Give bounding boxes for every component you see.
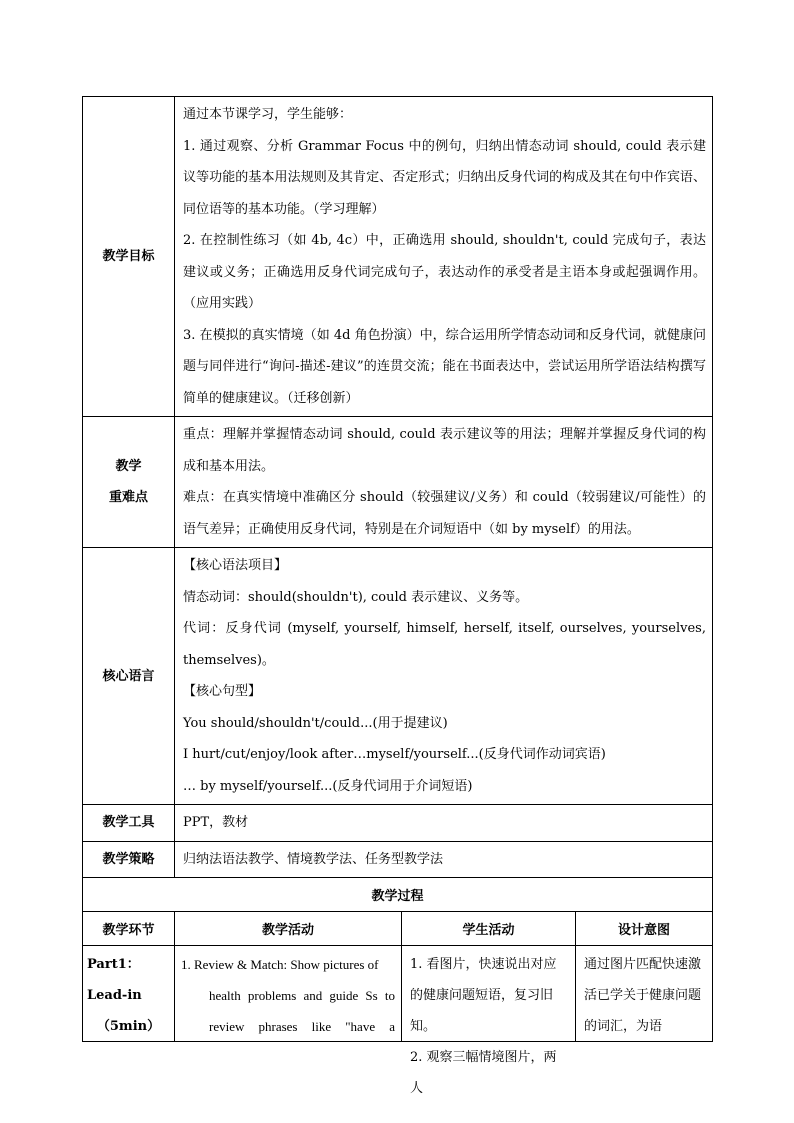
header-teacher-activity: 教学活动 [175,912,402,946]
objective-2: 2. 在控制性练习（如 4b, 4c）中，正确选用 should, shouldn't, could 完成句子，表达建议或义务；正确选用反身代词完成句子，表达动作的承受者是主语本身或起强调作用。（应用实践） [183,233,706,311]
header-design-intent: 设计意图 [576,912,713,946]
key-point: 重点：理解并掌握情态动词 should, could 表示建议等的用法；理解并掌握反身代词的构成和基本用法。 [183,427,706,474]
teacher-activity-line-2: health problems and guide Ss to [209,988,395,1003]
strategy-value: 归纳法语法教学、情境教学法、任务型教学法 [175,841,713,878]
objectives-label: 教学目标 [83,97,175,417]
lesson-plan-table [82,96,713,1096]
strategy-row [83,841,713,878]
header-student-activity: 学生活动 [402,912,576,946]
sentence-pattern-3: … by myself/yourself...(反身代词用于介词短语) [183,778,473,794]
key-points-label-line1: 教学 [115,459,142,474]
objectives-content [175,97,713,417]
design-intent-text: 通过图片匹配快速激活已学关于健康问题的词汇，为语 [584,957,702,1034]
stage-part: Part1： [87,957,140,972]
design-intent-cell [576,946,713,1042]
teacher-activity-line-3: review phrases like "have a [209,1019,395,1034]
key-points-row [83,417,713,548]
key-points-label-line2: 重难点 [108,490,148,505]
teacher-activity-cell [175,946,402,1042]
core-sentence-heading: 【核心句型】 [183,684,262,699]
process-header-row [83,912,713,946]
stage-name: Lead-in [87,988,142,1003]
student-activity-cell [402,946,576,1096]
student-activity-2: 2. 观察三幅情境图片，两人 [410,1050,557,1096]
sentence-pattern-2: I hurt/cut/enjoy/look after…myself/yourself...(反身代词作动词宾语) [183,747,606,762]
stage-cell [83,946,175,1042]
pronouns-line: 代词：反身代词 (myself, yourself, himself, herself, itself, ourselves, yourselves, themselves)。 [183,621,706,668]
objectives-row [83,97,713,417]
process-title: 教学过程 [83,878,713,912]
tools-row [83,805,713,842]
teacher-activity-line-1: 1. Review & Match: Show pictures of [181,957,379,972]
stage-duration: （5min） [96,1019,161,1034]
process-row [83,946,713,1042]
key-points-content [175,417,713,548]
process-title-row [83,878,713,912]
objective-3: 3. 在模拟的真实情境（如 4d 角色扮演）中，综合运用所学情态动词和反身代词，就健康问题与同伴进行“询问-描述-建议”的连贯交流；能在书面表达中，尝试运用所学语法结构撰写简单的健康建议。（迁移创新） [183,327,706,406]
core-grammar-heading: 【核心语法项目】 [183,558,288,573]
strategy-label: 教学策略 [83,841,175,878]
tools-label: 教学工具 [83,805,175,842]
core-language-label: 核心语言 [83,548,175,805]
key-points-label [83,417,175,548]
modal-verbs-line: 情态动词：should(shouldn't), could 表示建议、义务等。 [183,589,529,605]
student-activity-1: 1. 看图片，快速说出对应的健康问题短语，复习旧知。 [410,957,557,1034]
tools-value: PPT，教材 [175,805,713,842]
core-language-content [175,548,713,805]
objectives-intro: 通过本节课学习，学生能够： [183,107,353,122]
sentence-pattern-1: You should/shouldn't/could...(用于提建议) [183,715,448,731]
objective-1: 1. 通过观察、分析 Grammar Focus 中的例句，归纳出情态动词 should, could 表示建议等功能的基本用法规则及其肯定、否定形式；归纳出反身代词的构成及其在句中作宾语、同位语等的基本功能。（学习理解） [183,138,706,217]
core-language-row [83,548,713,805]
header-stage: 教学环节 [83,912,175,946]
difficult-point: 难点：在真实情境中准确区分 should（较强建议/义务）和 could（较弱建议/可能性）的语气差异；正确使用反身代词，特别是在介词短语中（如 by myself）的用法。 [183,490,706,537]
